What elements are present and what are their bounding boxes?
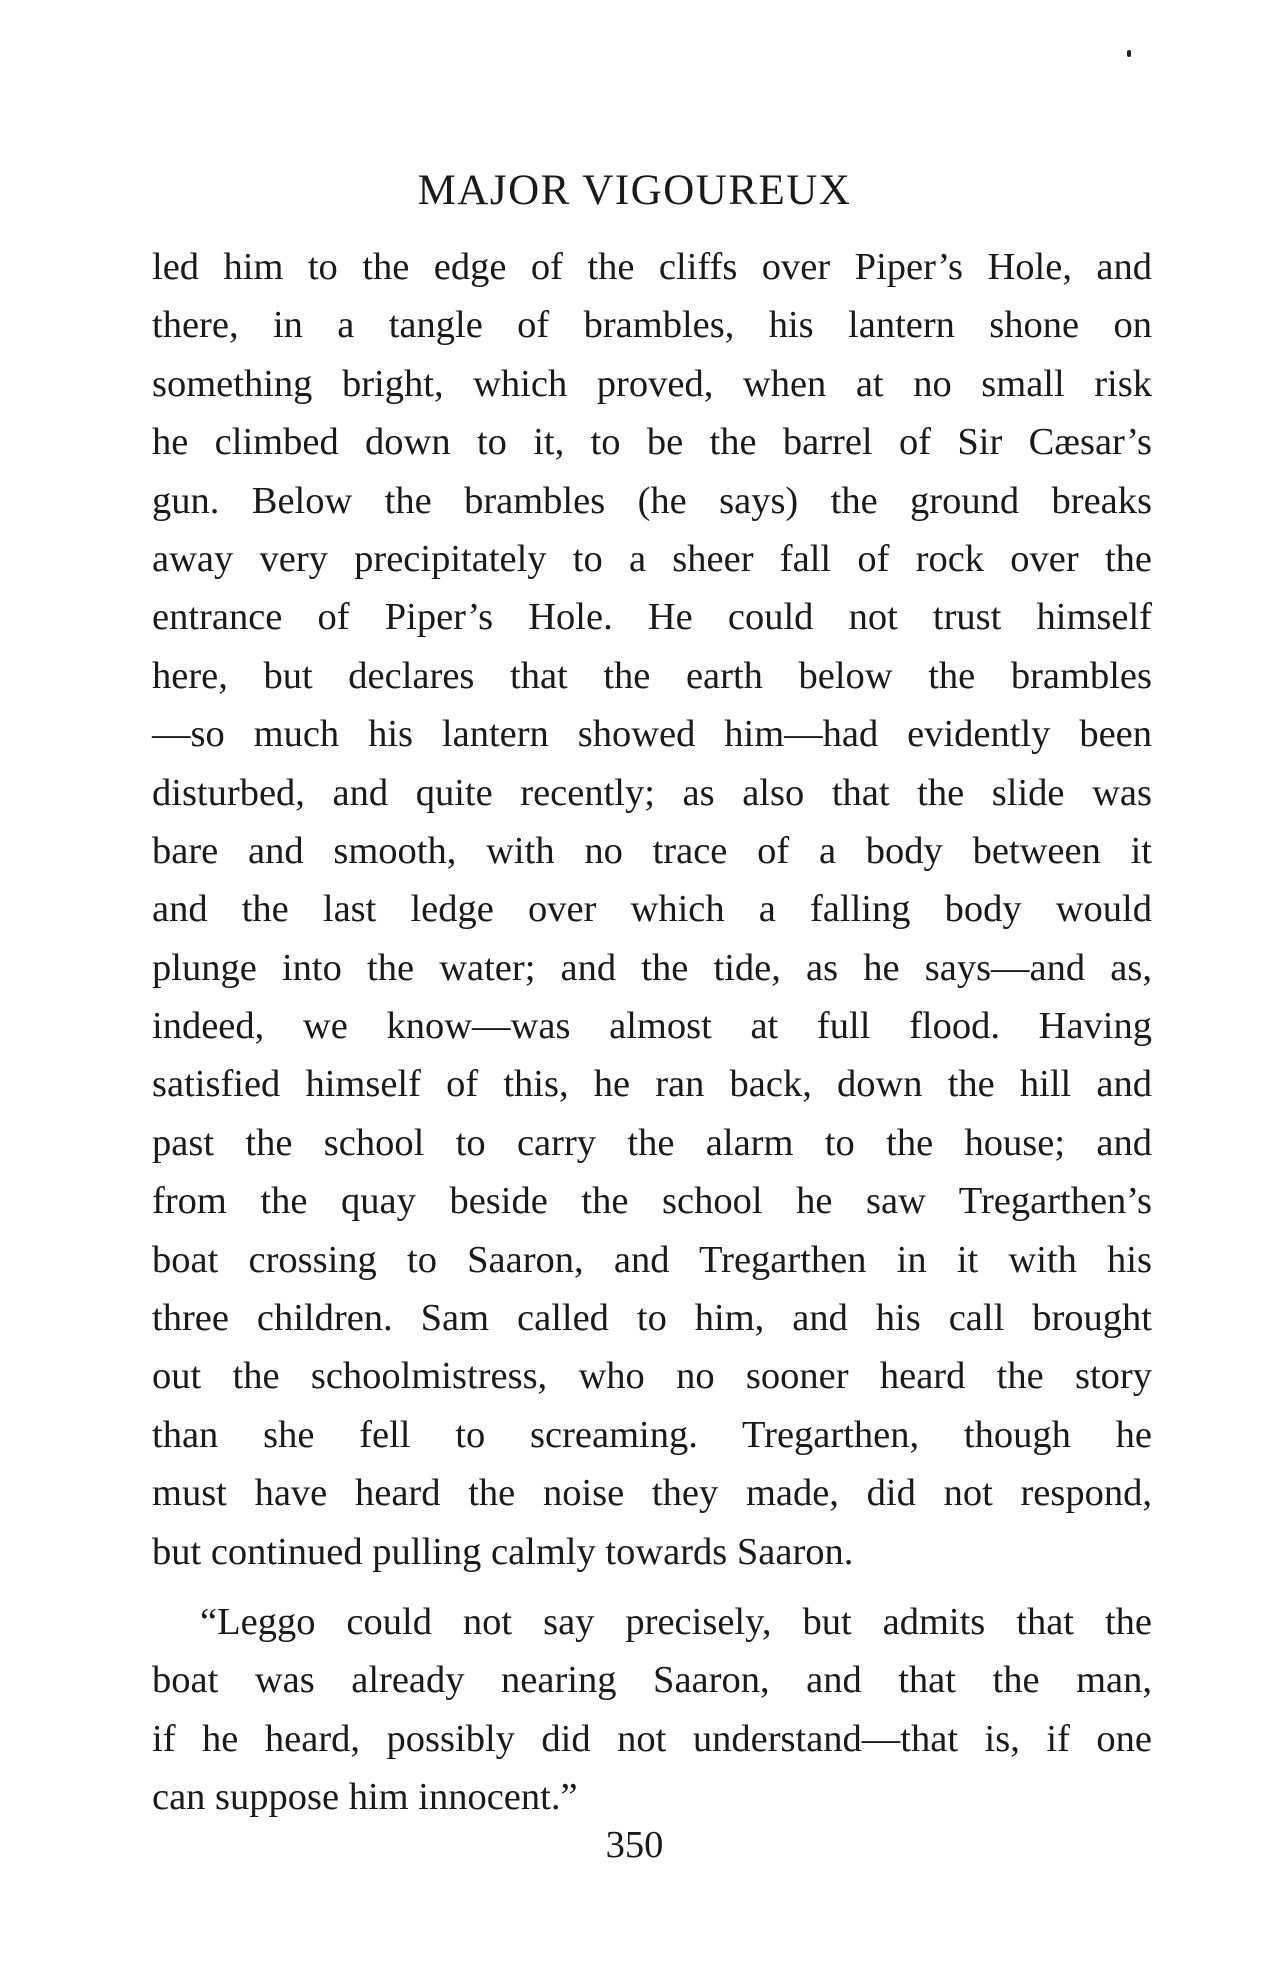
text-line: boat crossing to Saaron, and Tregarthen in it with his <box>152 1238 1152 1281</box>
running-title: MAJOR VIGOUREUX <box>417 167 852 214</box>
paragraph-2 <box>152 1593 1152 1827</box>
text-line: bare and smooth, with no trace of a body between it <box>152 829 1152 872</box>
text-line: indeed, we know—was almost at full flood. Having <box>152 1005 1152 1048</box>
text-line: can suppose him innocent.” <box>152 1776 578 1819</box>
text-line: led him to the edge of the cliffs over Piper’s Hole, and <box>152 246 1152 288</box>
text-line: than she fell to screaming. Tregarthen, though he <box>152 1413 1152 1456</box>
text-line: from the quay beside the school he saw Tregarthen’s <box>152 1180 1152 1223</box>
text-line: gun. Below the brambles (he says) the ground breaks <box>152 479 1152 522</box>
paragraph-1 <box>152 238 1152 1581</box>
text-line: disturbed, and quite recently; as also that the slide was <box>152 771 1152 814</box>
text-line: three children. Sam called to him, and his call brought <box>152 1297 1152 1340</box>
ink-speck <box>1127 50 1131 57</box>
page-number: 350 <box>605 1824 664 1866</box>
text-line: here, but declares that the earth below the brambles <box>152 654 1152 697</box>
text-line: “Leggo could not say precisely, but admits that the <box>200 1600 1152 1643</box>
text-line: boat was already nearing Saaron, and that the man, <box>152 1659 1152 1702</box>
text-line: past the school to carry the alarm to the house; and <box>152 1121 1152 1164</box>
text-line: —so much his lantern showed him—had evidently been <box>152 713 1152 756</box>
text-line: must have heard the noise they made, did not respond, <box>152 1472 1152 1515</box>
text-line: if he heard, possibly did not understand—that is, if one <box>152 1717 1152 1760</box>
text-line: out the schoolmistress, who no sooner heard the story <box>152 1355 1152 1398</box>
text-line: he climbed down to it, to be the barrel of Sir Cæsar’s <box>152 421 1152 464</box>
page-body <box>152 238 1152 1827</box>
text-line: satisfied himself of this, he ran back, down the hill and <box>152 1063 1152 1106</box>
text-line: something bright, which proved, when at no small risk <box>152 362 1152 405</box>
text-line: plunge into the water; and the tide, as he says—and as, <box>152 946 1152 989</box>
text-line: there, in a tangle of brambles, his lantern shone on <box>152 304 1152 347</box>
text-line: entrance of Piper’s Hole. He could not trust himself <box>152 596 1152 639</box>
paragraph-spacer <box>152 1581 1152 1593</box>
text-line: and the last ledge over which a falling body would <box>152 888 1152 931</box>
text-line: but continued pulling calmly towards Saaron. <box>152 1530 854 1573</box>
text-line: away very precipitately to a sheer fall of rock over the <box>152 537 1152 580</box>
